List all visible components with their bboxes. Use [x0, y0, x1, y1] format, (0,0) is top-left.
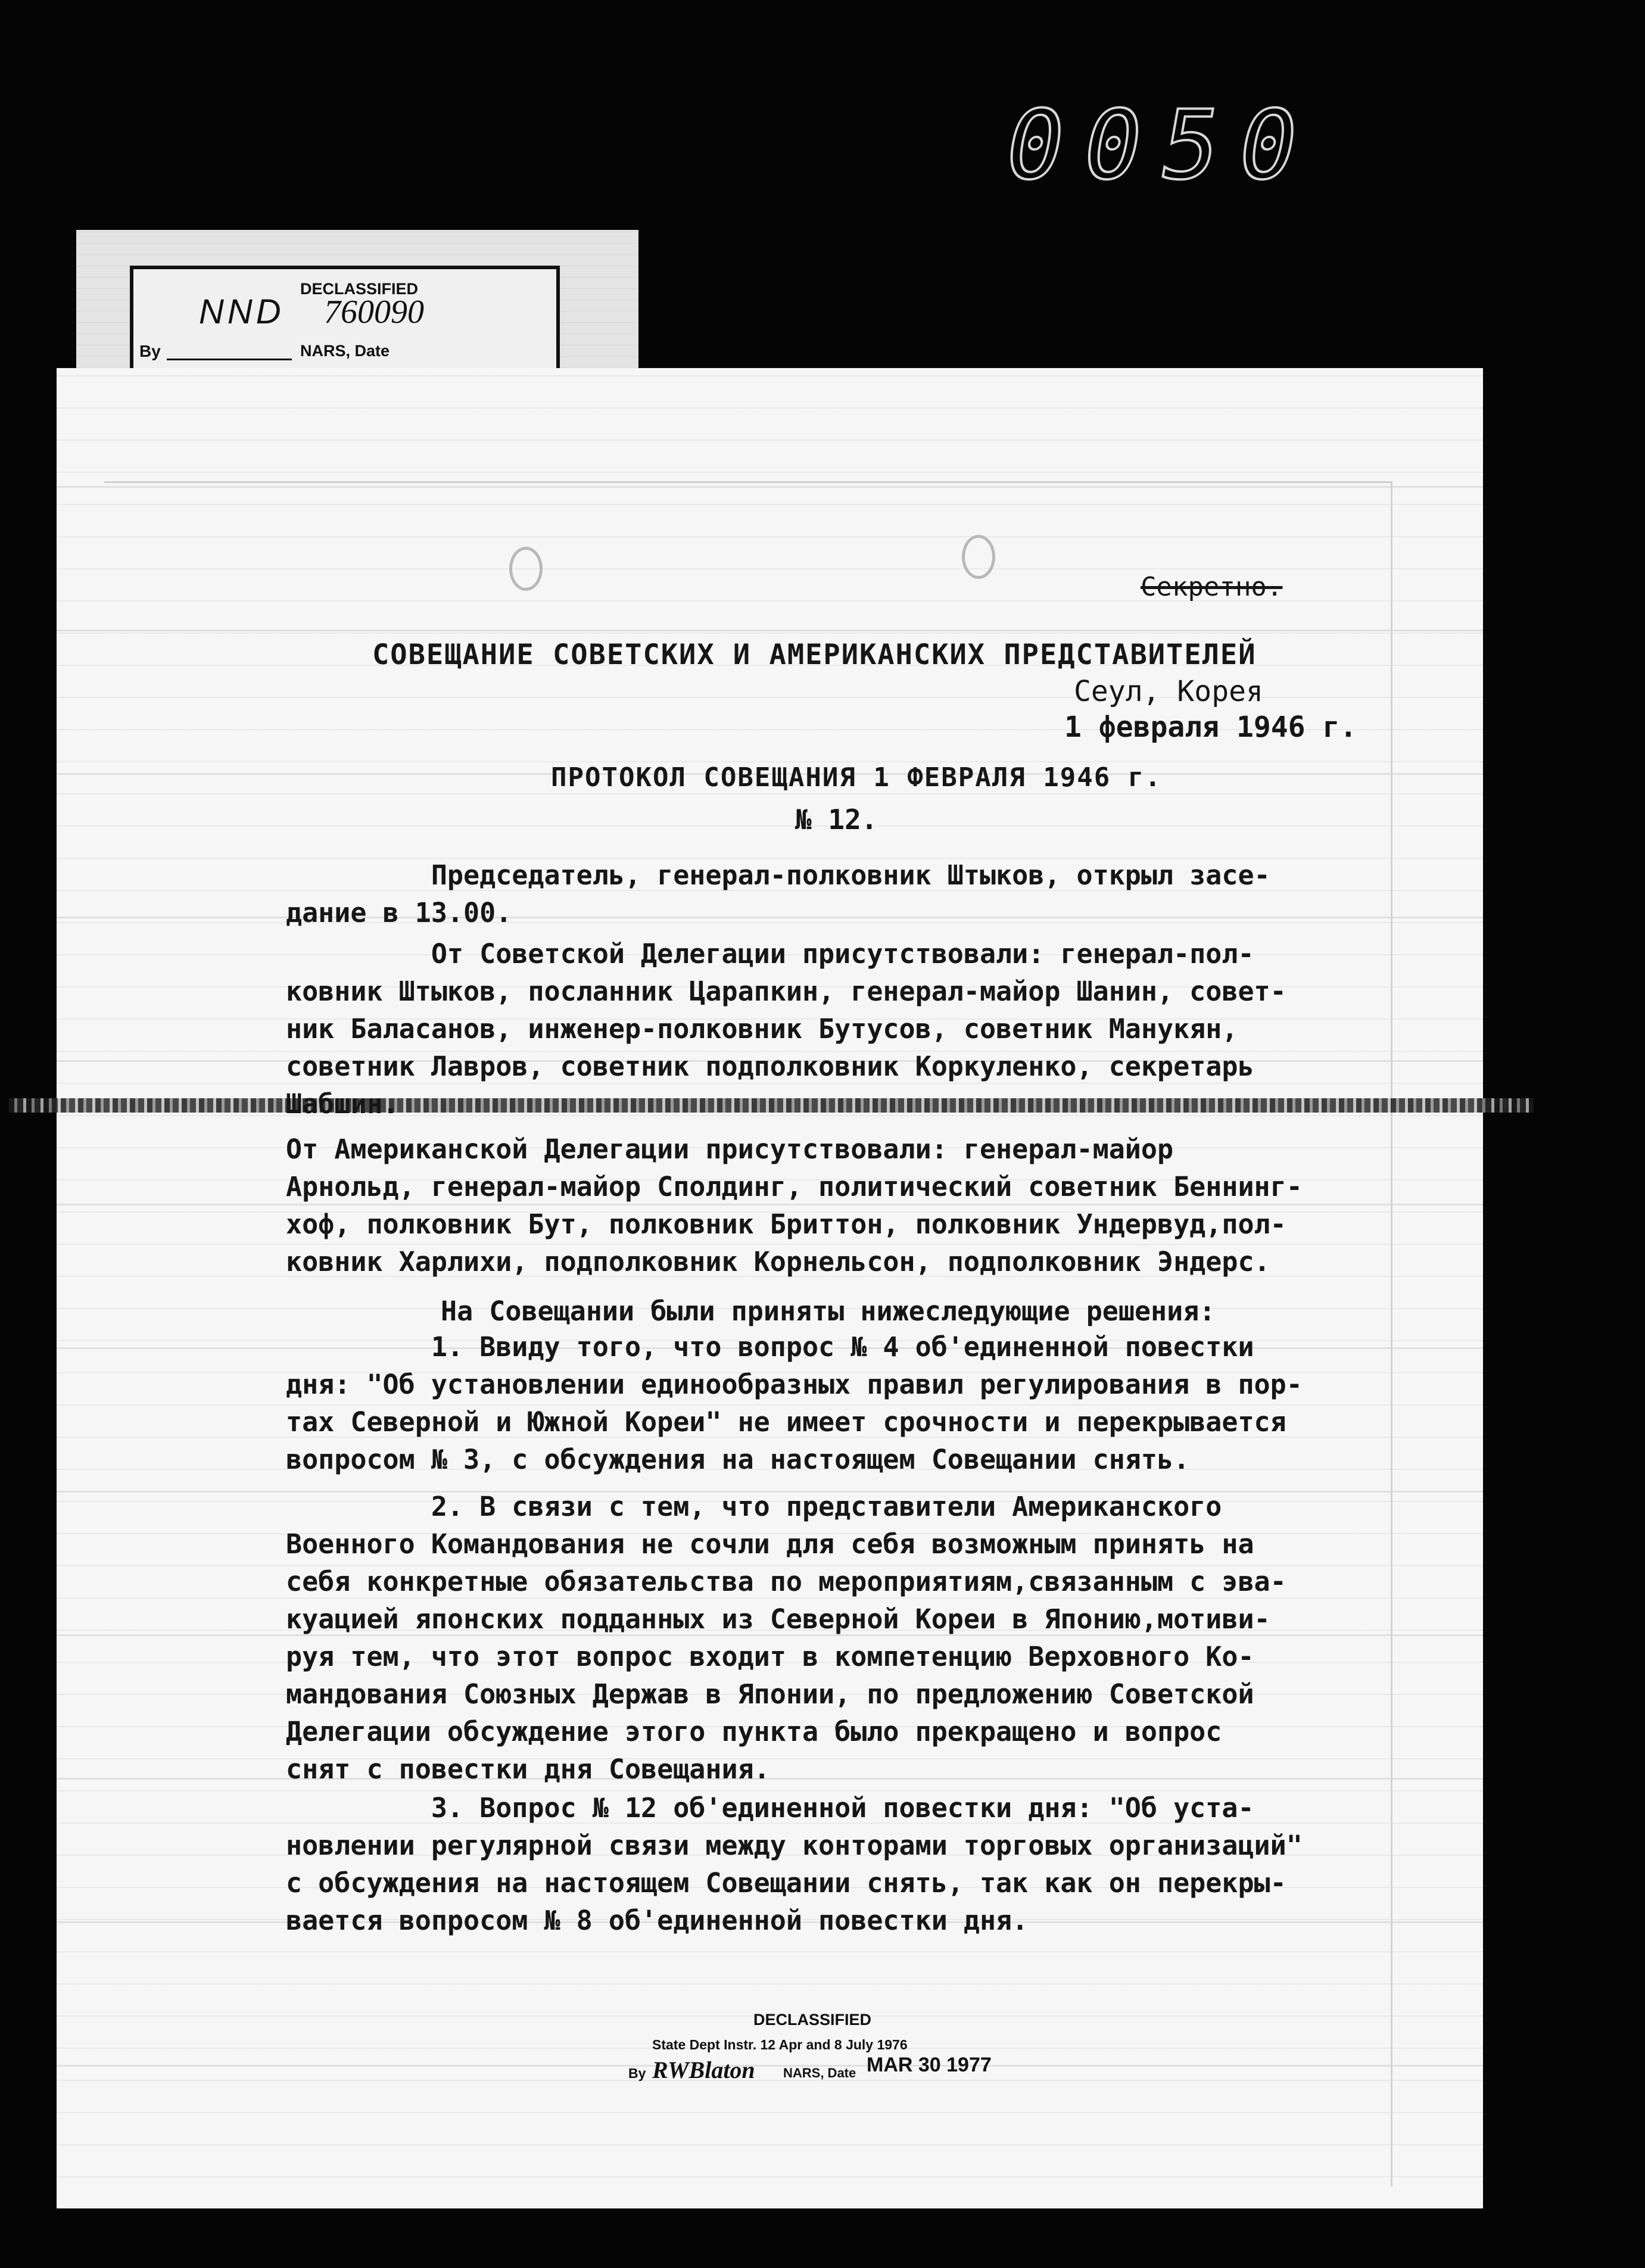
- authority-label: NND: [199, 292, 285, 331]
- bottom-stamp-date: MAR 30 1977: [867, 2054, 992, 2076]
- by-label: By: [139, 342, 161, 360]
- paragraph-opening: Председатель, генерал-полковник Штыков, открыл засе- дание в 13.00.: [286, 859, 1270, 929]
- bottom-instruction-text: State Dept Instr. 12 Apr and 8 July 1976: [652, 2037, 908, 2052]
- declassified-label: DECLASSIFIED: [300, 280, 419, 298]
- punch-hole: [962, 535, 995, 579]
- nars-date-label: NARS, Date: [300, 342, 390, 360]
- protocol-title: ПРОТОКОЛ СОВЕЩАНИЯ 1 ФЕВРАЛЯ 1946 г.: [551, 762, 1162, 793]
- document-place: Сеул, Корея: [1074, 675, 1263, 708]
- paragraph-decision-1: 1. Ввиду того, что вопрос № 4 об'единенной повестки дня: "Об установлении единообразных правил регулирования в пор- тах Северной и Южной Кореи" не имеет срочности и перекрывается вопросом № 3, с обсуждения на настоящем Совещании снять.: [286, 1331, 1303, 1475]
- paragraph-decisions-intro: На Совещании были приняты нижеследующие решения:: [441, 1295, 1216, 1327]
- declassification-card: [76, 230, 638, 379]
- paragraph-american-delegation: От Американской Делегации присутствовали: генерал-майор Арнольд, генерал-майор Сполдинг, политический советник Беннинг- хоф, полковник Бут, полковник Бриттон, полковник Ундервуд,пол- ковник Харлихи, подполковник Корнельсон, подполковник Эндерс.: [286, 1133, 1303, 1278]
- bottom-nars-label: NARS, Date: [783, 2066, 856, 2080]
- punch-hole: [509, 547, 543, 591]
- document-page: [57, 368, 1483, 2208]
- bottom-signature: RWBlaton: [652, 2057, 755, 2083]
- paragraph-decision-3: 3. Вопрос № 12 об'единенной повестки дня: "Об уста- новлении регулярной связи между конторами торговых организаций" с обсуждения на настоящем Совещании снять, так как он перекры- вается вопросом № 8 об'единенной повестки дня.: [286, 1792, 1303, 1936]
- declassification-stamp: [130, 266, 560, 375]
- film-frame-number: 0050: [996, 89, 1327, 201]
- document-heading: СОВЕЩАНИЕ СОВЕТСКИХ И АМЕРИКАНСКИХ ПРЕДСТАВИТЕЛЕЙ: [372, 638, 1257, 671]
- paragraph-decision-2: 2. В связи с тем, что представители Американского Военного Командования не сочли для себя возможным принять на себя конкретные обязательства по мероприятиям,связанным с эва- куацией японских подданных из Северной Кореи в Японию,мотиви- руя тем, что этот вопрос входит в компетенцию Верховного Ко- мандования Союзных Держав в Японии, по предложению Советской Делегации обсуждение этого пункта было прекращено и вопрос снят с повестки дня Совещания.: [286, 1491, 1286, 1785]
- protocol-number: № 12.: [795, 803, 878, 836]
- bottom-declassified-label: DECLASSIFIED: [753, 2011, 872, 2029]
- document-date: 1 февраля 1946 г.: [1064, 711, 1357, 744]
- bottom-by-label: By: [628, 2066, 646, 2081]
- by-signature-line: [167, 359, 292, 360]
- paragraph-soviet-delegation: От Советской Делегации присутствовали: генерал-пол- ковник Штыков, посланник Царапкин, генерал-майор Шанин, совет- ник Баласанов, инженер-полковник Бутусов, советник Манукян, советник Лавров, советник подполковник Коркуленко, секретарь Шабшин.: [286, 938, 1286, 1120]
- authority-number: 760090: [324, 294, 424, 331]
- bottom-declassification-stamp: [628, 2011, 1105, 2094]
- classification-mark: Секретно.: [1141, 572, 1283, 602]
